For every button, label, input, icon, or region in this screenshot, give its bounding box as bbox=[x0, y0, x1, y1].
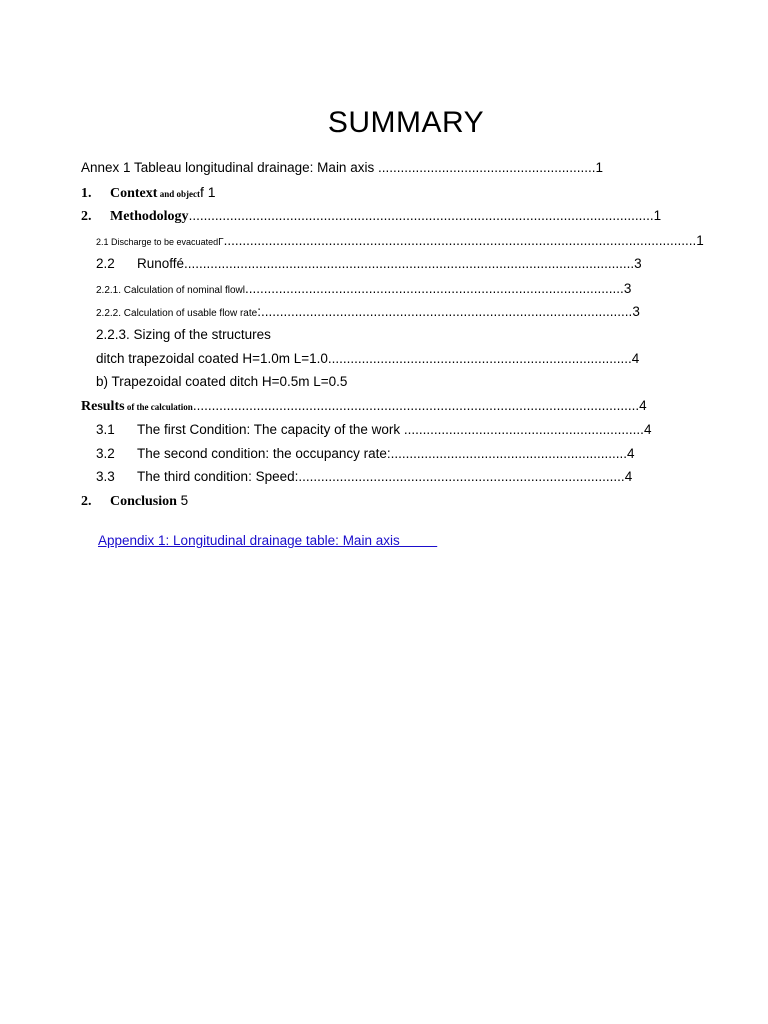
toc-dot-leader: ................................................................................................... bbox=[260, 304, 633, 319]
toc-entry-nominal-flow[interactable] bbox=[96, 281, 631, 296]
toc-dot-leader: ........................................................................................................................ bbox=[184, 256, 635, 271]
page-title: SUMMARY bbox=[327, 106, 485, 139]
toc-section-number: 3.2 bbox=[96, 446, 115, 461]
toc-entry-suffix: f 1 bbox=[199, 184, 216, 200]
toc-page-number: 3 bbox=[634, 256, 642, 271]
toc-entry-results[interactable] bbox=[81, 398, 647, 415]
toc-entry-text: 2.2.2. Calculation of usable flow rate bbox=[96, 308, 258, 319]
toc-entry-text: Methodology bbox=[110, 209, 189, 224]
toc-entry-text: 2.2.3. Sizing of the structures bbox=[96, 327, 271, 342]
toc-entry-text: Conclusion bbox=[110, 494, 177, 509]
toc-dot-leader: ............................................................................................................................ bbox=[188, 208, 654, 223]
appendix-link[interactable]: Appendix 1: Longitudinal drainage table: Main axis bbox=[98, 533, 438, 548]
toc-page-number: 4 bbox=[626, 446, 635, 461]
toc-entry-text: 2.1 Discharge to be evacuated bbox=[96, 237, 219, 247]
toc-entry-text: Runoffé bbox=[137, 256, 185, 271]
toc-section-number: 2. bbox=[81, 209, 92, 224]
toc-section-number: 1. bbox=[81, 186, 92, 201]
toc-section-number: 2. bbox=[81, 494, 92, 509]
toc-entry-sizing[interactable] bbox=[96, 327, 271, 342]
toc-entry-context[interactable] bbox=[81, 184, 216, 202]
toc-entry-suffix: 5 bbox=[176, 493, 189, 508]
toc-page-number: 4 bbox=[639, 398, 647, 413]
toc-entry-annex[interactable] bbox=[81, 160, 603, 175]
toc-dot-leader: ................................................................ bbox=[403, 422, 644, 437]
toc-dot-leader: ....................................................................................................................... bbox=[192, 398, 640, 413]
toc-entry-text: Annex 1 Tableau longitudinal drainage: Main axis bbox=[81, 160, 378, 175]
toc-dot-leader: ..................................................................................................... bbox=[244, 281, 624, 296]
toc-entry-small-text: of the calculation bbox=[124, 402, 193, 412]
toc-section-number: 2.2 bbox=[96, 256, 115, 271]
toc-entry-small-text: and object bbox=[157, 189, 200, 199]
toc-entry-ditch-2[interactable] bbox=[96, 374, 347, 389]
toc-page-number: 4 bbox=[624, 469, 633, 484]
toc-entry-discharge[interactable] bbox=[96, 233, 704, 248]
toc-page-number: 1 bbox=[595, 160, 604, 175]
toc-dot-leader: .......................................................... bbox=[377, 160, 596, 175]
toc-page-number: 3 bbox=[632, 304, 640, 319]
toc-entry-text: The first Condition: The capacity of the work bbox=[137, 422, 404, 437]
toc-section-number: 3.1 bbox=[96, 422, 115, 437]
toc-entry-text: Results bbox=[81, 399, 125, 414]
toc-entry-third-condition[interactable] bbox=[96, 469, 632, 484]
toc-page-number: 1 bbox=[653, 208, 662, 223]
toc-entry-mark: Γ bbox=[218, 237, 224, 248]
toc-entry-runoff[interactable] bbox=[96, 256, 642, 271]
toc-entry-mark: : bbox=[257, 304, 261, 319]
toc-entry-text: The third condition: Speed: bbox=[137, 469, 299, 484]
toc-page-number: 4 bbox=[631, 351, 640, 366]
toc-entry-second-condition[interactable] bbox=[96, 446, 634, 461]
toc-entry-first-condition[interactable] bbox=[96, 422, 651, 437]
toc-dot-leader: ................................................................................. bbox=[327, 351, 632, 366]
toc-entry-mark: l bbox=[242, 285, 245, 296]
toc-dot-leader: ............................................................... bbox=[390, 446, 627, 461]
toc-entry-text: The second condition: the occupancy rate: bbox=[137, 446, 391, 461]
toc-entry-text: 2.2.1. Calculation of nominal flow bbox=[96, 285, 243, 296]
toc-section-number: 3.3 bbox=[96, 469, 115, 484]
toc-page-number: 1 bbox=[696, 233, 704, 248]
toc-entry-methodology[interactable] bbox=[81, 208, 661, 225]
toc-entry-text: ditch trapezoidal coated H=1.0m L=1.0 bbox=[96, 351, 328, 366]
toc-entry-conclusion[interactable] bbox=[81, 493, 188, 510]
toc-entry-text: Context bbox=[110, 186, 158, 201]
toc-page-number: 3 bbox=[623, 281, 632, 296]
toc-entry-usable-flow[interactable] bbox=[96, 304, 640, 319]
toc-dot-leader: ....................................................................................... bbox=[298, 469, 625, 484]
toc-entry-text: b) Trapezoidal coated ditch H=0.5m L=0.5 bbox=[96, 374, 348, 389]
toc-page-number: 4 bbox=[643, 422, 652, 437]
toc-dot-leader: .............................................................................................................................. bbox=[223, 233, 697, 248]
toc-entry-ditch-1[interactable] bbox=[96, 351, 639, 366]
